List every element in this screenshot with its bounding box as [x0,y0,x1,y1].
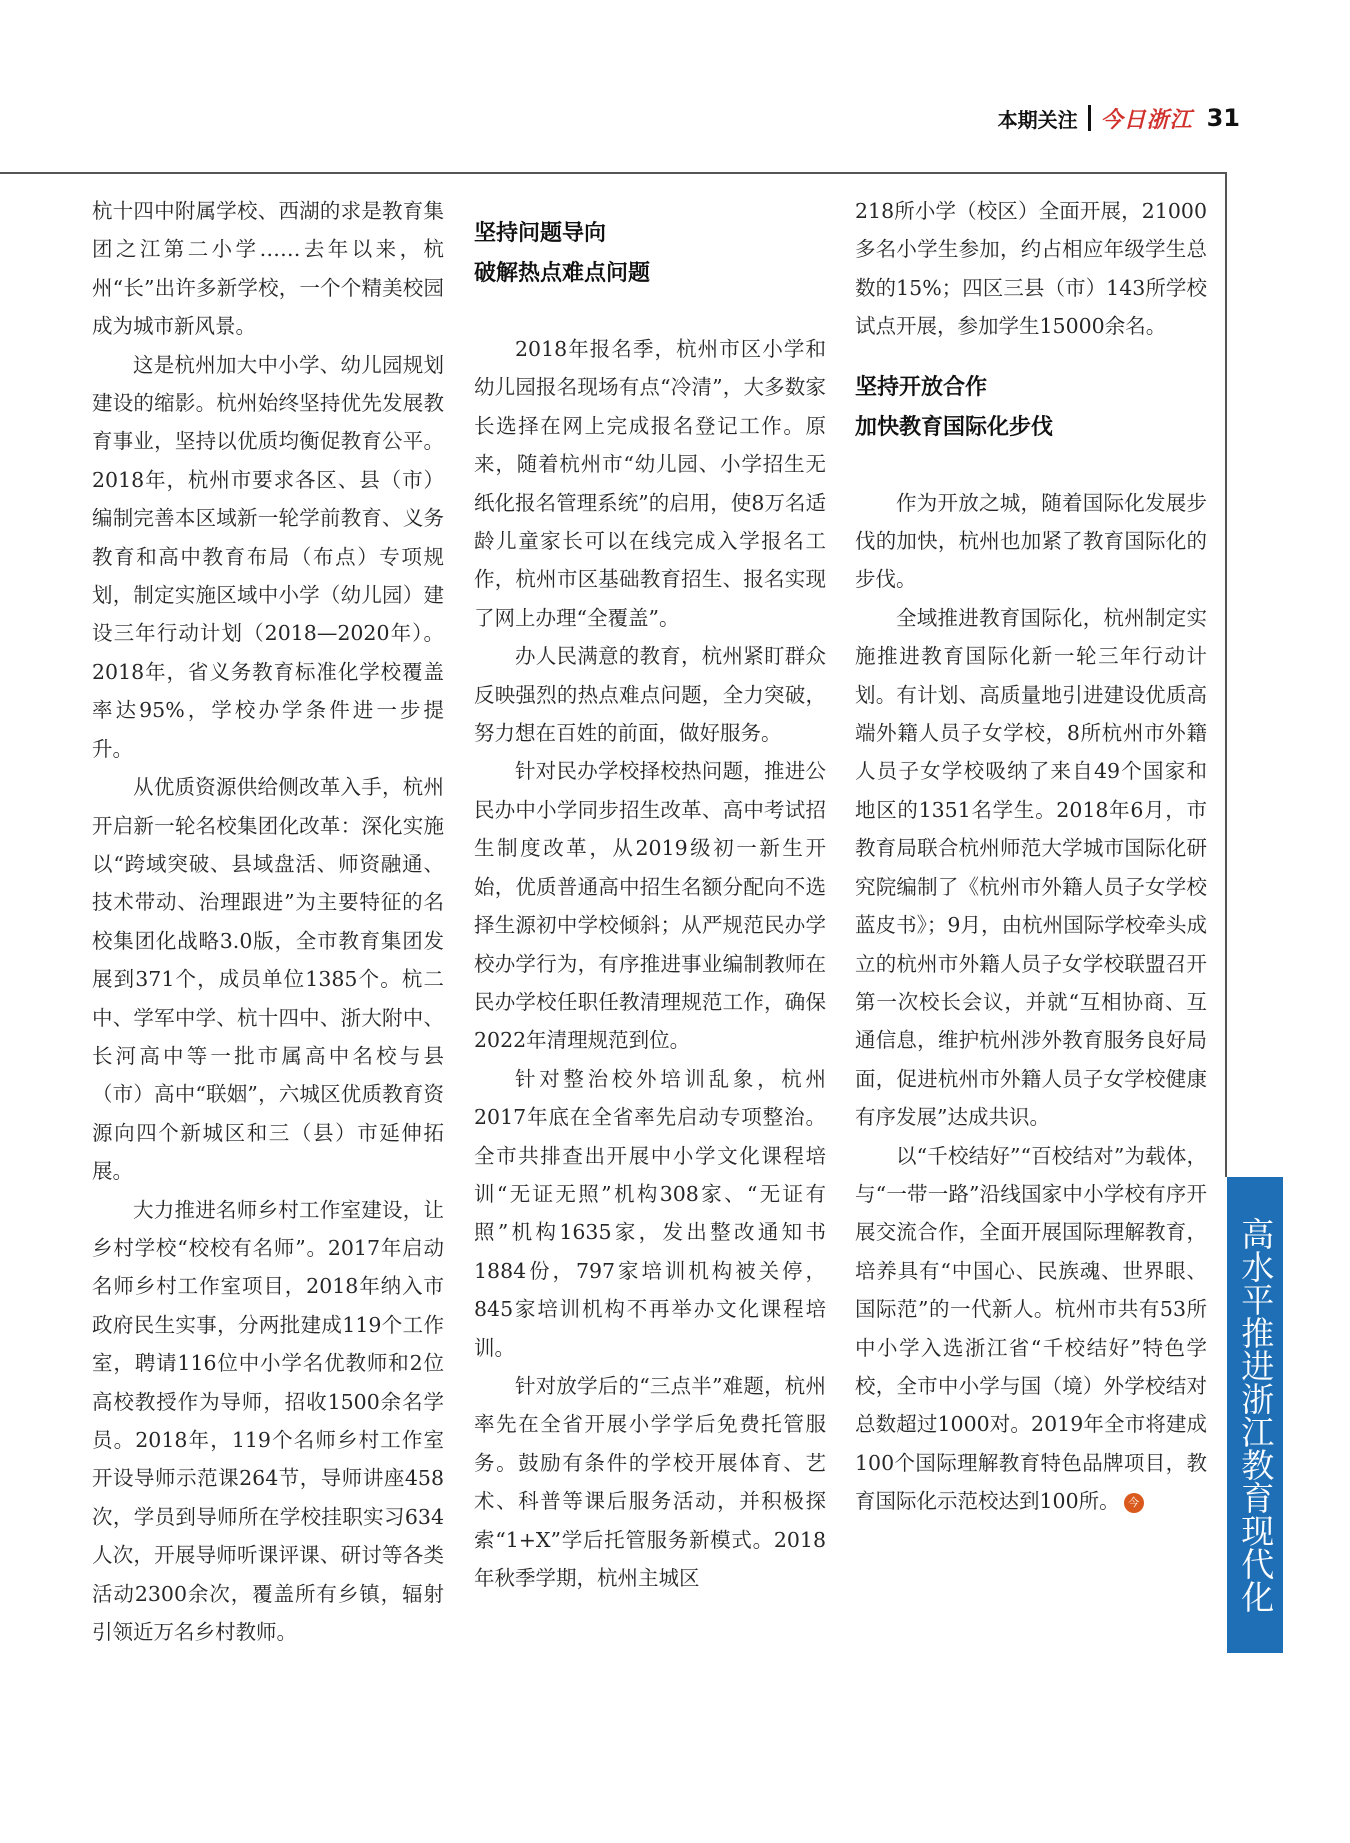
page-header [998,100,1240,136]
section-heading [474,214,826,294]
heading-line: 破解热点难点问题 [474,261,651,286]
paragraph: 这是杭州加大中小学、幼儿园规划建设的缩影。杭州始终坚持优先发展教育事业，坚持以优质均衡促教育公平。2018年，杭州市要求各区、县（市）编制完善本区域新一轮学前教育、义务教育和高中教育布局（布点）专项规划，制定实施区域中小学（幼儿园）建设三年行动计划（2018—2020年）。2018年，省义务教育标准化学校覆盖率达95%，学校办学条件进一步提升。 [92,352,444,761]
top-rule [0,172,1227,174]
paragraph [855,1137,1207,1521]
paragraph: 针对民办学校择校热问题，推进公民办中小学同步招生改革、高中考试招生制度改革，从2019级初一新生开始，优质普通高中招生名额分配向不选择生源初中学校倾斜；从严规范民办学校办学行为，有序推进事业编制教师在民办学校任职任教清理规范工作，确保2022年清理规范到位。 [474,759,826,1053]
side-banner: 高水平推进浙江教育现代化 [1227,1177,1283,1653]
paragraph: 办人民满意的教育，杭州紧盯群众反映强烈的热点难点问题，全力突破，努力想在百姓的前面，做好服务。 [474,644,826,746]
right-rule [1225,172,1227,1177]
end-mark-icon: 今 [1124,1493,1144,1513]
paragraph: 全域推进教育国际化，杭州制定实施推进教育国际化新一轮三年行动计划。有计划、高质量地引进建设优质高端外籍人员子女学校，8所杭州市外籍人员子女学校吸纳了来自49个国家和地区的1351名学生。2018年6月，市教育局联合杭州师范大学城市国际化研究院编制了《杭州市外籍人员子女学校蓝皮书》；9月，由杭州国际学校牵头成立的杭州市外籍人员子女学校联盟召开第一次校长会议，并就“互相协商、互通信息，维护杭州涉外教育服务良好局面，促进杭州市外籍人员子女学校健康有序发展”达成共识。 [855,605,1207,1130]
paragraph: 针对整治校外培训乱象，杭州2017年底在全省率先启动专项整治。全市共排查出开展中小学文化课程培训“无证无照”机构308家、“无证有照”机构1635家，发出整改通知书1884份，797家培训机构被关停，845家培训机构不再举办文化课程培训。 [474,1066,826,1360]
article-column-3 [855,192,1207,1521]
brand-logo: 今日浙江 [1100,107,1193,133]
article-column-2 [474,192,826,1597]
header-divider [1088,105,1091,131]
paragraph: 杭十四中附属学校、西湖的求是教育集团之江第二小学……去年以来，杭州“长”出许多新学校，一个个精美校园成为城市新风景。 [92,199,444,339]
paragraph: 作为开放之城，随着国际化发展步伐的加快，杭州也加紧了教育国际化的步伐。 [855,490,1207,592]
heading-line: 加快教育国际化步伐 [855,414,1054,440]
article-column-1 [92,192,444,1651]
paragraph: 218所小学（校区）全面开展，21000多名小学生参加，约占相应年级学生总数的15%；四区三县（市）143所学校试点开展，参加学生15000余名。 [855,199,1207,339]
section-label: 本期关注 [997,107,1078,132]
heading-line: 坚持问题导向 [474,221,607,246]
paragraph: 从优质资源供给侧改革入手，杭州开启新一轮名校集团化改革：深化实施以“跨域突破、县域盘活、师资融通、技术带动、治理跟进”为主要特征的名校集团化战略3.0版，全市教育集团发展到371个，成员单位1385个。杭二中、学军中学、杭十四中、浙大附中、长河高中等一批市属高中名校与县（市）高中“联姻”，六城区优质教育资源向四个新城区和三（县）市延伸拓展。 [92,775,444,1184]
paragraph-text: 以“千校结好”“百校结对”为载体，与“一带一路”沿线国家中小学校有序开展交流合作，全面开展国际理解教育，培养具有“中国心、民族魂、世界眼、国际范”的一代新人。杭州市共有53所中小学入选浙江省“千校结好”特色学校，全市中小学与国（境）外学校结对总数超过1000对。2019年全市将建成100个国际理解教育特色品牌项目，教育国际化示范校达到100所。 [855,1143,1207,1514]
paragraph: 针对放学后的“三点半”难题，杭州率先在全省开展小学学后免费托管服务。鼓励有条件的学校开展体育、艺术、科普等课后服务活动，并积极探索“1+X”学后托管服务新模式。2018年秋季学期，杭州主城区 [474,1373,826,1590]
heading-line: 坚持开放合作 [855,374,988,400]
section-heading [855,368,1207,448]
paragraph: 2018年报名季，杭州市区小学和幼儿园报名现场有点“冷清”，大多数家长选择在网上完成报名登记工作。原来，随着杭州市“幼儿园、小学招生无纸化报名管理系统”的启用，使8万名适龄儿童家长可以在线完成入学报名工作，杭州市区基础教育招生、报名实现了网上办理“全覆盖”。 [474,337,826,630]
page-number: 31 [1206,104,1240,132]
paragraph: 大力推进名师乡村工作室建设，让乡村学校“校校有名师”。2017年启动名师乡村工作室项目，2018年纳入市政府民生实事，分两批建成119个工作室，聘请116位中小学名优教师和2位高校教授作为导师，招收1500余名学员。2018年，119个名师乡村工作室开设导师示范课264节，导师讲座458次，学员到导师所在学校挂职实习634人次，开展导师听课评课、研讨等各类活动2300余次，覆盖所有乡镇，辐射引领近万名乡村教师。 [92,1197,444,1645]
